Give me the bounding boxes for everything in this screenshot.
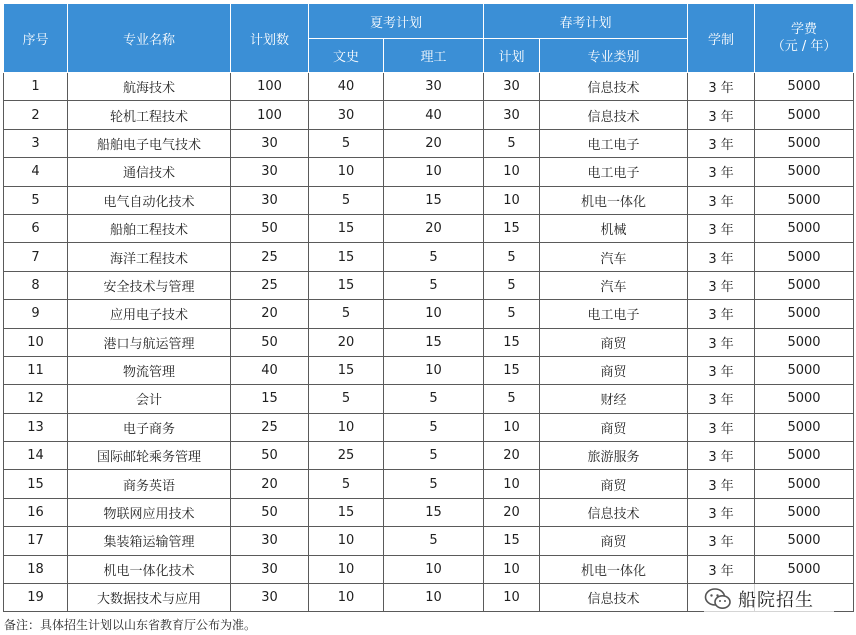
table-row xyxy=(4,129,854,157)
cell-spring-count: 15 xyxy=(484,356,540,384)
wechat-icon xyxy=(704,587,732,611)
table-row xyxy=(4,385,854,413)
cell-fee: 5000 xyxy=(755,271,854,299)
cell-plan-total: 40 xyxy=(231,356,309,384)
cell-major: 大数据技术与应用 xyxy=(68,584,231,612)
cell-fee: 5000 xyxy=(755,158,854,186)
cell-duration: 3 年 xyxy=(688,243,755,271)
cell-summer-arts: 20 xyxy=(309,328,384,356)
cell-fee: 5000 xyxy=(755,73,854,101)
cell-duration: 3 年 xyxy=(688,527,755,555)
cell-plan-total: 30 xyxy=(231,527,309,555)
cell-fee: 5000 xyxy=(755,129,854,157)
cell-duration: 3 年 xyxy=(688,158,755,186)
cell-summer-arts: 30 xyxy=(309,101,384,129)
cell-plan-total: 50 xyxy=(231,214,309,242)
table-row xyxy=(4,300,854,328)
table-row xyxy=(4,101,854,129)
cell-fee: 5000 xyxy=(755,385,854,413)
cell-summer-science: 5 xyxy=(384,442,484,470)
cell-duration: 3 年 xyxy=(688,328,755,356)
cell-fee: 5000 xyxy=(755,214,854,242)
cell-major: 通信技术 xyxy=(68,158,231,186)
cell-major: 海洋工程技术 xyxy=(68,243,231,271)
cell-summer-arts: 15 xyxy=(309,271,384,299)
table-row xyxy=(4,356,854,384)
cell-fee: 5000 xyxy=(755,527,854,555)
cell-fee: 5000 xyxy=(755,101,854,129)
cell-seq: 14 xyxy=(4,442,68,470)
header-fee xyxy=(755,4,854,73)
cell-seq: 18 xyxy=(4,555,68,583)
cell-major: 船舶电子电气技术 xyxy=(68,129,231,157)
cell-seq: 3 xyxy=(4,129,68,157)
cell-spring-count: 10 xyxy=(484,413,540,441)
cell-summer-arts: 10 xyxy=(309,555,384,583)
cell-summer-arts: 10 xyxy=(309,413,384,441)
cell-plan-total: 15 xyxy=(231,385,309,413)
cell-plan-total: 20 xyxy=(231,470,309,498)
cell-seq: 5 xyxy=(4,186,68,214)
cell-spring-count: 10 xyxy=(484,584,540,612)
table-row xyxy=(4,243,854,271)
cell-summer-science: 10 xyxy=(384,158,484,186)
cell-spring-category: 商贸 xyxy=(540,470,688,498)
cell-summer-science: 10 xyxy=(384,555,484,583)
table-row xyxy=(4,271,854,299)
cell-seq: 2 xyxy=(4,101,68,129)
cell-summer-science: 10 xyxy=(384,584,484,612)
cell-spring-count: 5 xyxy=(484,271,540,299)
cell-major: 会计 xyxy=(68,385,231,413)
cell-seq: 7 xyxy=(4,243,68,271)
header-spring-count: 计划 xyxy=(484,39,540,73)
cell-duration: 3 年 xyxy=(688,271,755,299)
header-seq: 序号 xyxy=(4,4,68,73)
cell-spring-count: 10 xyxy=(484,470,540,498)
cell-summer-arts: 5 xyxy=(309,385,384,413)
cell-spring-category: 商贸 xyxy=(540,413,688,441)
cell-summer-arts: 25 xyxy=(309,442,384,470)
cell-spring-count: 5 xyxy=(484,243,540,271)
footnote: 备注：具体招生计划以山东省教育厅公布为准。 xyxy=(4,618,257,632)
cell-plan-total: 30 xyxy=(231,158,309,186)
cell-summer-science: 15 xyxy=(384,186,484,214)
cell-spring-category: 商贸 xyxy=(540,328,688,356)
cell-summer-arts: 10 xyxy=(309,158,384,186)
cell-major: 商务英语 xyxy=(68,470,231,498)
header-plan-total: 计划数 xyxy=(231,4,309,73)
cell-summer-science: 5 xyxy=(384,243,484,271)
cell-seq: 10 xyxy=(4,328,68,356)
cell-spring-count: 10 xyxy=(484,186,540,214)
header-summer-science: 理工 xyxy=(384,39,484,73)
cell-summer-arts: 40 xyxy=(309,73,384,101)
table-body xyxy=(4,73,854,612)
cell-spring-category: 机电一体化 xyxy=(540,186,688,214)
enrollment-plan-table xyxy=(3,3,854,612)
cell-spring-count: 20 xyxy=(484,442,540,470)
cell-spring-count: 5 xyxy=(484,300,540,328)
cell-fee: 5000 xyxy=(755,243,854,271)
cell-spring-category: 汽车 xyxy=(540,243,688,271)
cell-duration: 3 年 xyxy=(688,73,755,101)
cell-summer-arts: 5 xyxy=(309,129,384,157)
cell-major: 物联网应用技术 xyxy=(68,498,231,526)
cell-duration: 3 年 xyxy=(688,214,755,242)
table-row xyxy=(4,73,854,101)
cell-summer-arts: 15 xyxy=(309,214,384,242)
cell-summer-science: 10 xyxy=(384,300,484,328)
cell-summer-arts: 10 xyxy=(309,527,384,555)
cell-spring-category: 旅游服务 xyxy=(540,442,688,470)
header-fee-line1: 学费 xyxy=(791,22,818,37)
header-duration: 学制 xyxy=(688,4,755,73)
cell-summer-science: 40 xyxy=(384,101,484,129)
cell-plan-total: 100 xyxy=(231,101,309,129)
cell-summer-arts: 5 xyxy=(309,470,384,498)
table-row xyxy=(4,328,854,356)
cell-summer-arts: 10 xyxy=(309,584,384,612)
table-row xyxy=(4,158,854,186)
cell-major: 机电一体化技术 xyxy=(68,555,231,583)
table-row xyxy=(4,442,854,470)
table-row xyxy=(4,186,854,214)
cell-fee: 5000 xyxy=(755,470,854,498)
table-row xyxy=(4,555,854,583)
cell-summer-science: 30 xyxy=(384,73,484,101)
cell-summer-arts: 15 xyxy=(309,243,384,271)
cell-major: 安全技术与管理 xyxy=(68,271,231,299)
cell-spring-category: 电工电子 xyxy=(540,158,688,186)
cell-summer-science: 10 xyxy=(384,356,484,384)
cell-summer-arts: 5 xyxy=(309,300,384,328)
cell-major: 应用电子技术 xyxy=(68,300,231,328)
cell-duration: 3 年 xyxy=(688,442,755,470)
cell-seq: 6 xyxy=(4,214,68,242)
watermark xyxy=(704,584,834,614)
cell-plan-total: 50 xyxy=(231,442,309,470)
cell-seq: 8 xyxy=(4,271,68,299)
cell-spring-category: 机械 xyxy=(540,214,688,242)
cell-duration: 3 年 xyxy=(688,470,755,498)
cell-spring-count: 15 xyxy=(484,214,540,242)
cell-fee: 5000 xyxy=(755,442,854,470)
cell-major: 船舶工程技术 xyxy=(68,214,231,242)
cell-seq: 12 xyxy=(4,385,68,413)
cell-spring-category: 信息技术 xyxy=(540,73,688,101)
header-summer-arts: 文史 xyxy=(309,39,384,73)
cell-major: 电气自动化技术 xyxy=(68,186,231,214)
cell-summer-arts: 15 xyxy=(309,356,384,384)
cell-duration: 3 年 xyxy=(688,186,755,214)
table-row xyxy=(4,413,854,441)
cell-spring-category: 商贸 xyxy=(540,527,688,555)
cell-fee: 5000 xyxy=(755,300,854,328)
cell-summer-arts: 5 xyxy=(309,186,384,214)
cell-plan-total: 50 xyxy=(231,498,309,526)
cell-spring-category: 电工电子 xyxy=(540,129,688,157)
cell-seq: 15 xyxy=(4,470,68,498)
cell-summer-arts: 15 xyxy=(309,498,384,526)
cell-fee: 5000 xyxy=(755,328,854,356)
cell-major: 物流管理 xyxy=(68,356,231,384)
cell-plan-total: 25 xyxy=(231,271,309,299)
cell-summer-science: 5 xyxy=(384,385,484,413)
cell-plan-total: 30 xyxy=(231,186,309,214)
cell-summer-science: 5 xyxy=(384,527,484,555)
cell-fee: 5000 xyxy=(755,186,854,214)
cell-fee: 5000 xyxy=(755,555,854,583)
cell-summer-science: 15 xyxy=(384,498,484,526)
cell-duration: 3 年 xyxy=(688,385,755,413)
cell-spring-count: 20 xyxy=(484,498,540,526)
cell-seq: 17 xyxy=(4,527,68,555)
cell-duration: 3 年 xyxy=(688,356,755,384)
cell-seq: 13 xyxy=(4,413,68,441)
cell-fee: 5000 xyxy=(755,498,854,526)
cell-summer-science: 5 xyxy=(384,413,484,441)
cell-spring-category: 信息技术 xyxy=(540,101,688,129)
table-row xyxy=(4,214,854,242)
cell-duration: 3 年 xyxy=(688,300,755,328)
cell-plan-total: 25 xyxy=(231,243,309,271)
cell-spring-category: 信息技术 xyxy=(540,498,688,526)
cell-major: 航海技术 xyxy=(68,73,231,101)
cell-plan-total: 100 xyxy=(231,73,309,101)
cell-seq: 1 xyxy=(4,73,68,101)
cell-major: 国际邮轮乘务管理 xyxy=(68,442,231,470)
cell-spring-count: 5 xyxy=(484,385,540,413)
cell-spring-count: 30 xyxy=(484,101,540,129)
cell-plan-total: 50 xyxy=(231,328,309,356)
cell-duration: 3 年 xyxy=(688,101,755,129)
cell-duration: 3 年 xyxy=(688,413,755,441)
cell-spring-category: 信息技术 xyxy=(540,584,688,612)
cell-fee: 5000 xyxy=(755,356,854,384)
cell-spring-category: 商贸 xyxy=(540,356,688,384)
cell-seq: 11 xyxy=(4,356,68,384)
cell-summer-science: 20 xyxy=(384,129,484,157)
cell-plan-total: 25 xyxy=(231,413,309,441)
cell-plan-total: 30 xyxy=(231,555,309,583)
cell-spring-count: 30 xyxy=(484,73,540,101)
cell-spring-count: 10 xyxy=(484,555,540,583)
cell-spring-count: 15 xyxy=(484,328,540,356)
cell-summer-science: 5 xyxy=(384,470,484,498)
cell-plan-total: 30 xyxy=(231,584,309,612)
cell-major: 轮机工程技术 xyxy=(68,101,231,129)
cell-seq: 19 xyxy=(4,584,68,612)
cell-spring-count: 15 xyxy=(484,527,540,555)
cell-summer-science: 20 xyxy=(384,214,484,242)
cell-spring-count: 5 xyxy=(484,129,540,157)
cell-spring-category: 机电一体化 xyxy=(540,555,688,583)
cell-major: 电子商务 xyxy=(68,413,231,441)
cell-fee: 5000 xyxy=(755,413,854,441)
header-fee-line2: （元 / 年） xyxy=(771,39,837,54)
cell-duration: 3 年 xyxy=(688,555,755,583)
table-row xyxy=(4,498,854,526)
watermark-text: 船院招生 xyxy=(738,590,814,611)
cell-plan-total: 20 xyxy=(231,300,309,328)
cell-major: 集装箱运输管理 xyxy=(68,527,231,555)
header-spring-plan: 春考计划 xyxy=(484,4,688,39)
cell-spring-category: 财经 xyxy=(540,385,688,413)
header-spring-category: 专业类别 xyxy=(540,39,688,73)
cell-summer-science: 15 xyxy=(384,328,484,356)
cell-duration: 3 年 xyxy=(688,498,755,526)
table-row xyxy=(4,527,854,555)
cell-seq: 16 xyxy=(4,498,68,526)
table-row xyxy=(4,470,854,498)
cell-spring-category: 汽车 xyxy=(540,271,688,299)
header-summer-plan: 夏考计划 xyxy=(309,4,484,39)
header-major: 专业名称 xyxy=(68,4,231,73)
cell-summer-science: 5 xyxy=(384,271,484,299)
cell-major: 港口与航运管理 xyxy=(68,328,231,356)
cell-seq: 9 xyxy=(4,300,68,328)
cell-duration: 3 年 xyxy=(688,129,755,157)
cell-spring-count: 10 xyxy=(484,158,540,186)
cell-seq: 4 xyxy=(4,158,68,186)
cell-spring-category: 电工电子 xyxy=(540,300,688,328)
cell-plan-total: 30 xyxy=(231,129,309,157)
